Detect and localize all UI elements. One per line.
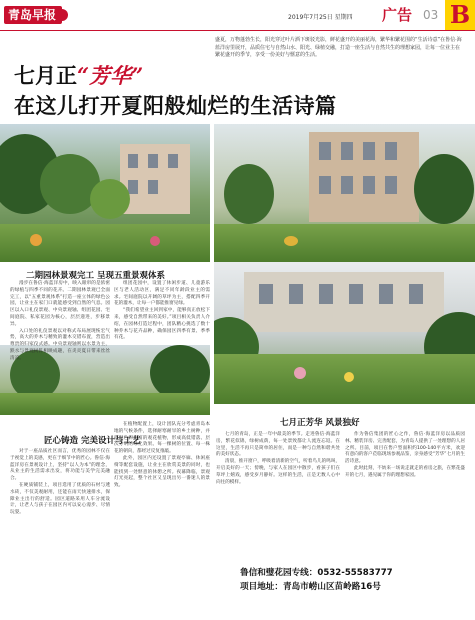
- headline-line-1: [14, 60, 143, 90]
- paragraph: 此时此刻，不妨来一场说走就走的看房之旅，在繁花盛开的七月，遇见属于你的理想家园。: [345, 465, 465, 478]
- hotline: 鲁信和璧花园专线：0532-55583777: [240, 568, 393, 578]
- paragraph: 在植物配置上，设计团队充分考虑青岛本地的气候条件，选择耐寒耐旱的乡土树种，并搭配色彩丰富的观花植物，形成高低错落、层次分明的绿化效果。每一棵树的位置、每一株花的朝向，都经过反复推敲。: [114, 422, 210, 455]
- pathway-photo: [214, 262, 475, 404]
- newspaper-logo: 青岛早报: [4, 6, 62, 24]
- paragraph: “我们希望业主回到家中，能够真正放松下来，感受自然带来的美好。”项目相关负责人介绍，在园林打造过程中，团队精心挑选了数十种乔木与花卉品种，确保园区四季有景、季季有花。: [114, 308, 210, 341]
- section-heading-3: 七月正芳华 风景独好: [280, 418, 360, 428]
- issue-date: 2019年7月25日 星期四: [288, 14, 353, 21]
- header-divider: [0, 30, 475, 31]
- intro-paragraph: 盛夏，万物蓬勃生长，阳光穿过叶片洒下斑驳光影，鲜花盛开的美丽花海，繁华和繁花围的“生活诗意”在鲁信·海蓝洋房里展开，品质住宅与自然山水、阳光、绿植交融，打造一座生活与自然共生的理想家园，让每一位业主在繁花盛开的季节，享受一份美好与惬意的生活。: [215, 37, 462, 58]
- headline-highlight: “芳华”: [77, 63, 144, 88]
- paragraph: 漫步在鲁信·海蓝洋房中，映入眼帘的是浓密的绿植与四季不同的花卉。二期园林景观已全面完工，以“五重景观体系”打造一座立体的绿色公园，让业主在家门口就能感受到自然的气息。园区以入口礼仪景观、中央景观轴、组团花园、宅间庭院、私家花园为核心，层层递进，步移景异。: [10, 281, 110, 327]
- project-address: 项目地址：青岛市崂山区苗岭路16号: [240, 582, 381, 592]
- paragraph: 入口处的礼仪景观以对称式布局展现恢宏气势，高大的乔木与精致的灌木交错布置，营造出尊贵的归家仪式感。中央景观轴则以水景为主，跌水与景观树阵相映成趣，在炎炎夏日带来丝丝清凉。: [10, 328, 110, 361]
- section-1-column-a: [10, 281, 110, 363]
- residence-photo-right: [214, 124, 475, 262]
- masthead: [0, 0, 475, 30]
- garden-photo-left: [0, 124, 210, 262]
- logo-dot-icon: [56, 9, 68, 21]
- section-3-column-b: [345, 432, 465, 480]
- section-badge: B: [445, 0, 475, 30]
- section-label: 广告: [382, 6, 413, 24]
- section-heading-2: 匠心铸造 完美设计与工艺: [44, 436, 141, 446]
- headline-prefix: 七月正: [14, 63, 77, 88]
- section-2-column-a: [10, 449, 110, 517]
- paragraph: 组团花园中，设置了休闲步道、儿童游乐区与老人活动区，满足不同年龄段业主的需求。宅间庭院以开阔的草坪为主，搭配四季开花的灌木，让每一户都能推窗见绿。: [114, 281, 210, 307]
- headline-line-2: 在这儿打开夏阳般灿烂的生活诗篇: [14, 93, 337, 118]
- page-number: 03: [423, 8, 439, 22]
- paragraph: 此外，园区内还设置了景观亭廊、休闲座椅等配套设施，让业主在欣赏美景的同时，也能找到一处惬意的休憩之所。夜幕降临，景观灯光亮起，整个社区又呈现出另一番迷人的景致。: [114, 455, 210, 489]
- section-1-column-b: [114, 281, 210, 342]
- paragraph: 七月的青岛，正是一年中最美的季节。走进鲁信·海蓝洋房，繁花似锦，绿树成荫，每一处景致都让人流连忘返。在这里，生活不再只是简单的居住，而是一种与自然和谐共处的美好状态。: [216, 432, 340, 458]
- paragraph: 对于一座品质社区而言，优秀的园林不仅在于视觉上的美感，更在于细节中的匠心。鲁信·海蓝洋房在景观设计上，坚持“以人为本”的理念，从业主的生活需求出发，将功能与美学完美融合。: [10, 449, 110, 482]
- section-2-column-b: [114, 422, 210, 490]
- contact-box: [214, 566, 469, 616]
- section-3-column-a: [216, 432, 340, 486]
- paragraph: 在硬质铺装上，项目选用了优质的石材与透水砖，不仅美观耐用，还能在雨天快速排水，保障业主出行的舒适。园区道路采用人车分流设计，让老人与孩子在园区内可以安心漫步、尽情玩耍。: [10, 482, 110, 516]
- paragraph: 作为鲁信集团的匠心之作，鲁信·海蓝洋房以品质园林、精装洋房、完善配套，为青岛人提供了一处理想的人居之所。目前，项目在售户型面积约100-140平方米，欢迎有意向的客户莅临现场参观品鉴，亲身感受“芳华”七月的生活诗意。: [345, 432, 465, 465]
- paragraph: 清晨，推开窗户，呼吸着清新的空气，听着鸟儿的鸣叫，开启美好的一天；傍晚，与家人在园区中散步，看孩子们在草坪上嬉戏，感受岁月静好。这样的生活，正是无数人心中向往的模样。: [216, 459, 340, 485]
- section-heading-1: 二期园林景观完工 呈现五重景观体系: [26, 271, 165, 281]
